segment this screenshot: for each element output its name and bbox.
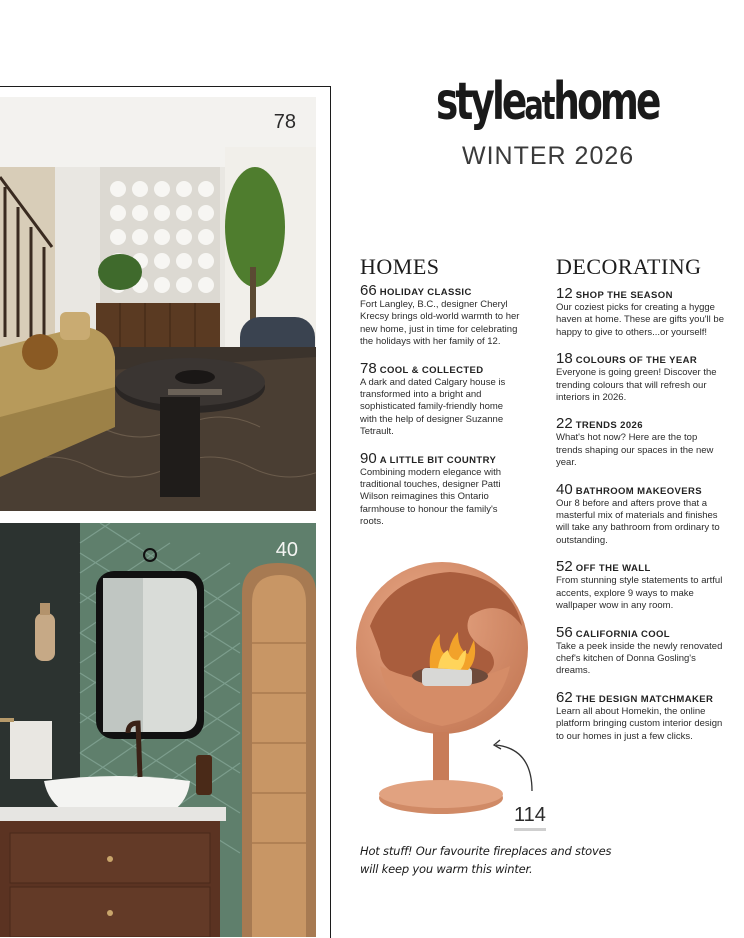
entry-title xyxy=(360,359,520,377)
entry-title xyxy=(360,284,520,299)
photo-page-number: 40 xyxy=(275,539,298,561)
entry-title-text: BATHROOM MAKEOVERS xyxy=(575,485,702,497)
feature-page-number: 114 xyxy=(514,804,546,831)
entry-title xyxy=(556,623,726,641)
entry-title-text: THE DESIGN MATCHMAKER xyxy=(575,693,714,705)
decorating-heading: DECORATING xyxy=(556,254,702,279)
entry-description: What's hot now? Here are the top trends shaping our spaces in the new year. xyxy=(556,432,714,469)
logo-style: style xyxy=(436,72,525,132)
entry-title-text: TRENDS 2026 xyxy=(575,420,643,432)
feature-caption xyxy=(360,842,620,878)
entry-description: Our 8 before and afters prove that a masterful mix of materials and finishes will take any bathroom from ordinary to outstanding. xyxy=(556,497,720,546)
toc-entry[interactable] xyxy=(360,284,520,349)
entry-title xyxy=(360,449,520,467)
entry-title-text: CALIFORNIA COOL xyxy=(575,628,670,640)
entry-page-number: 52 xyxy=(556,558,573,576)
entry-title-text: HOLIDAY CLASSIC xyxy=(379,287,472,298)
entry-page-number: 62 xyxy=(556,688,573,706)
curved-arrow-icon xyxy=(488,735,538,795)
entry-title xyxy=(556,417,726,432)
entry-title-text: COOL & COLLECTED xyxy=(379,364,484,376)
entry-description: Learn all about Homekin, the online platform bringing custom interior design to our homes in just a few clicks. xyxy=(556,705,723,742)
entry-title-text: A LITTLE BIT COUNTRY xyxy=(379,454,497,466)
entry-description: From stunning style statements to artful accents, explore 9 ways to make wallpaper wow in any room. xyxy=(556,575,723,612)
toc-entry[interactable] xyxy=(360,449,520,529)
toc-entry[interactable] xyxy=(556,560,726,612)
homes-list xyxy=(360,284,520,542)
entry-page-number: 12 xyxy=(556,285,573,302)
entry-description: Fort Langley, B.C., designer Cheryl Krecsy brings old-world warmth to her new home, just in time for celebrating the holidays with her family of 12. xyxy=(360,299,520,348)
logo-home: home xyxy=(553,72,659,132)
entry-page-number: 66 xyxy=(360,282,377,299)
toc-entry[interactable] xyxy=(556,688,726,743)
issue-date: WINTER 2026 xyxy=(462,142,635,170)
living-room-illustration xyxy=(0,97,316,511)
entry-title xyxy=(556,352,726,367)
entry-page-number: 18 xyxy=(556,350,573,368)
toc-entry[interactable] xyxy=(556,623,726,678)
entry-page-number: 56 xyxy=(556,623,573,641)
entry-title xyxy=(556,480,726,498)
entry-title-text: COLOURS OF THE YEAR xyxy=(575,355,698,367)
living-room-photo[interactable] xyxy=(0,97,316,511)
entry-description: Our coziest picks for creating a hygge haven at home. These are gifts you'll be happy to give to others...or yourself! xyxy=(556,302,724,338)
toc-entry[interactable] xyxy=(556,417,726,469)
toc-entry[interactable] xyxy=(360,359,520,439)
entry-page-number: 78 xyxy=(360,359,377,377)
toc-entry[interactable] xyxy=(556,480,726,548)
logo-at: at xyxy=(524,83,554,129)
toc-entry[interactable] xyxy=(556,287,726,339)
homes-heading: HOMES xyxy=(360,254,440,279)
toc-entry[interactable] xyxy=(556,352,726,404)
caption-line-2: will keep you warm this winter. xyxy=(360,862,533,876)
entry-page-number: 90 xyxy=(360,449,377,467)
caption-line-1: Hot stuff! Our favourite fireplaces and stoves xyxy=(360,844,612,858)
decorating-list xyxy=(556,287,726,756)
entry-page-number: 22 xyxy=(556,415,573,433)
magazine-logo xyxy=(436,72,659,132)
entry-title xyxy=(556,287,726,302)
entry-title-text: OFF THE WALL xyxy=(575,563,651,575)
entry-description: Everyone is going green! Discover the trending colours that will refresh our interiors in 2026. xyxy=(556,367,717,404)
bathroom-photo[interactable] xyxy=(0,523,316,937)
entry-description: Take a peek inside the newly renovated chef's kitchen of Donna Gosling's dreams. xyxy=(556,640,723,677)
entry-title-text: SHOP THE SEASON xyxy=(575,290,673,301)
entry-page-number: 40 xyxy=(556,480,573,498)
entry-title xyxy=(556,560,726,575)
entry-title xyxy=(556,688,726,706)
bathroom-illustration xyxy=(0,523,316,937)
entry-description: Combining modern elegance with traditional touches, designer Patti Wilson reimagines this Ontario farmhouse to honour the family's roots. xyxy=(360,466,501,528)
photo-page-number: 78 xyxy=(273,111,296,133)
entry-description: A dark and dated Calgary house is transformed into a bright and sophisticated family-friendly home with the help of designer Suzanne Tetrault. xyxy=(360,376,506,438)
